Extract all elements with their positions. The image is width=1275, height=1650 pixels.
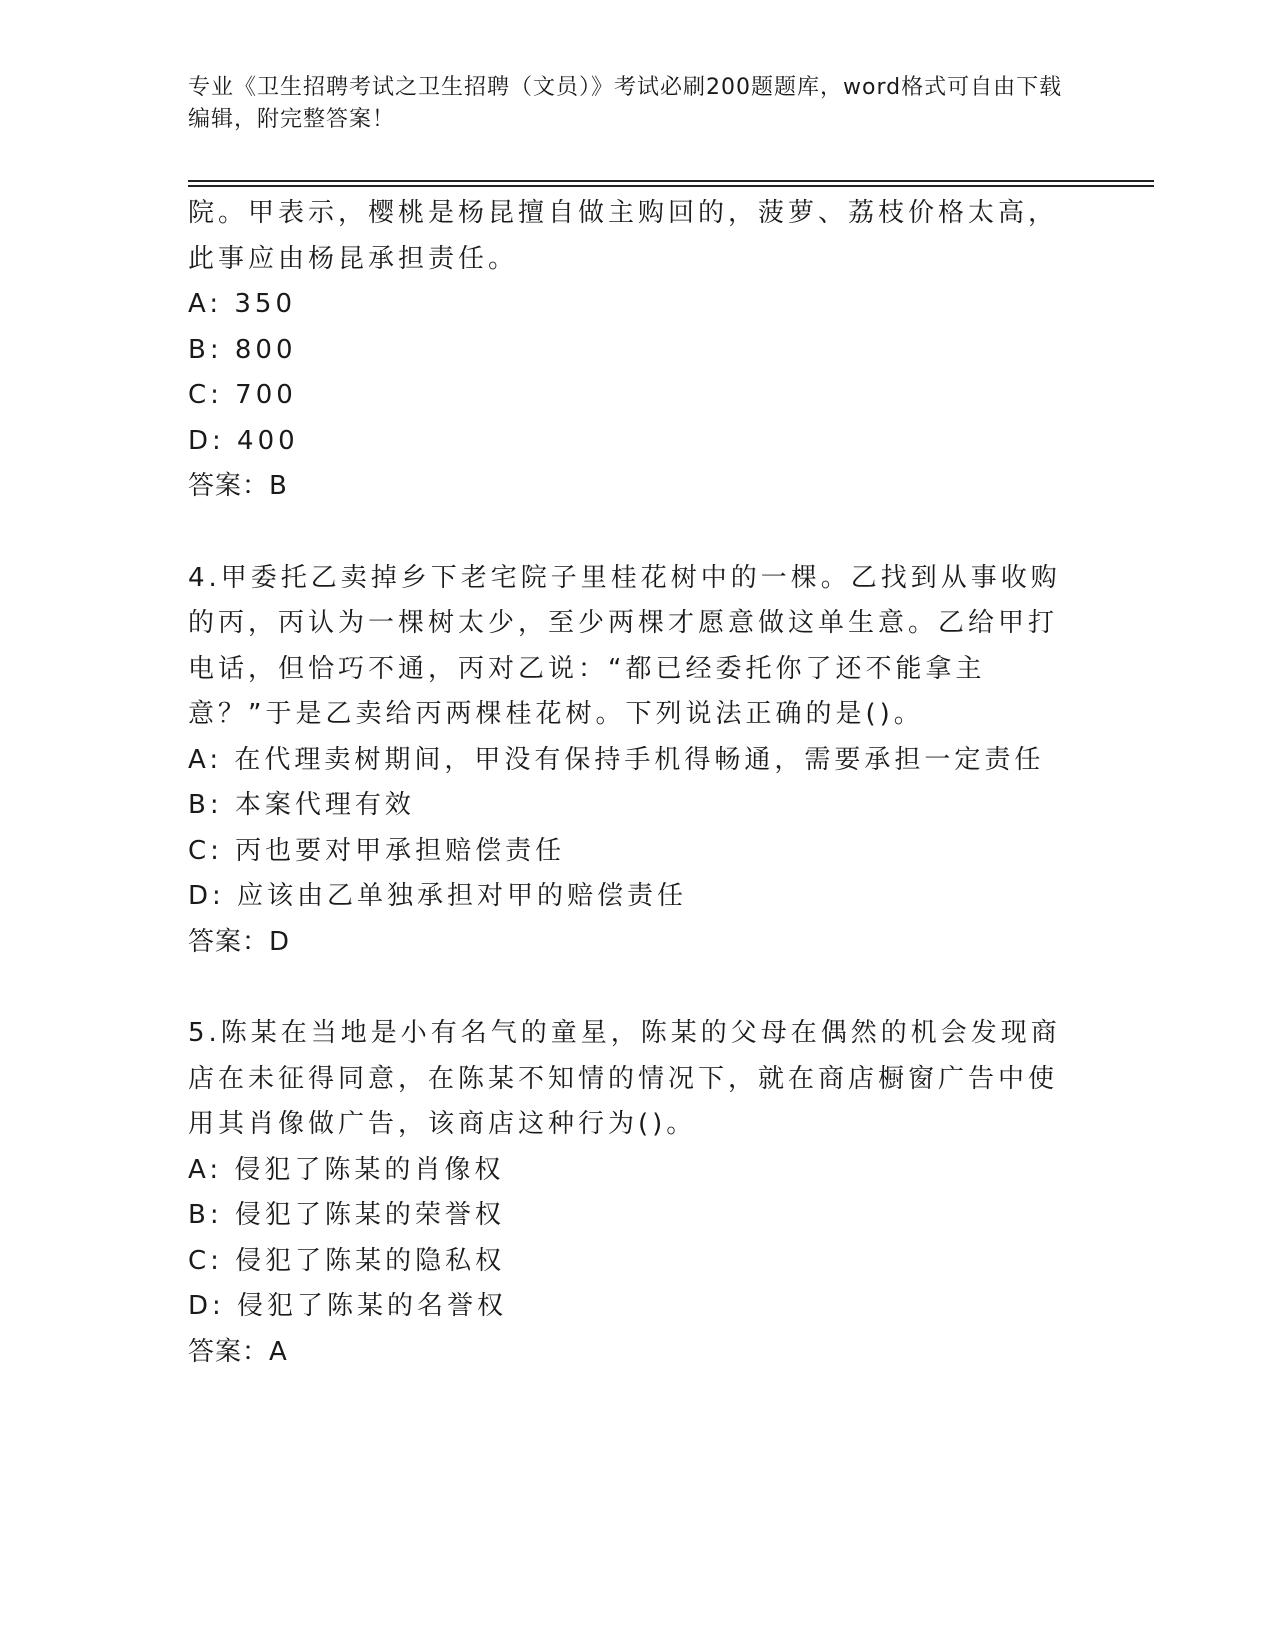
header-rule-bottom xyxy=(188,185,1154,187)
question-4-option-a: A: 在代理卖树期间，甲没有保持手机得畅通，需要承担一定责任 xyxy=(188,744,1045,775)
question-4-option-d: D: 应该由乙单独承担对甲的赔偿责任 xyxy=(188,881,688,911)
question-5-option-d: D: 侵犯了陈某的名誉权 xyxy=(188,1291,508,1321)
question-3-continuation: 院。甲表示，樱桃是杨昆擅自做主购回的，菠萝、荔枝价格太高，此事应由杨昆承担责任。 xyxy=(188,198,1059,274)
question-5 xyxy=(188,1011,1068,1375)
question-3-option-d: D: 400 xyxy=(188,425,299,456)
question-5-option-c: C: 侵犯了陈某的隐私权 xyxy=(188,1245,506,1276)
question-4-stem: 4.甲委托乙卖掉乡下老宅院子里桂花树中的一棵。乙找到从事收购的丙，丙认为一棵树太少，至少两棵才愿意做这单生意。乙给甲打电话，但恰巧不通，丙对乙说：“都已经委托你了还不能拿主意？”于是乙卖给丙两棵桂花树。下列说法正确的是()。 xyxy=(188,562,1061,729)
question-3 xyxy=(188,191,1068,510)
question-4-answer: 答案：D xyxy=(188,926,291,957)
question-4-option-c: C: 丙也要对甲承担赔偿责任 xyxy=(188,835,566,866)
question-3-option-c: C: 700 xyxy=(188,380,297,410)
spacer xyxy=(188,510,1068,556)
spacer xyxy=(188,965,1068,1011)
question-5-option-b: B: 侵犯了陈某的荣誉权 xyxy=(188,1200,505,1230)
question-4 xyxy=(188,556,1068,966)
question-3-option-a: A: 350 xyxy=(188,289,296,319)
question-5-answer: 答案：A xyxy=(188,1336,288,1367)
question-3-option-b: B: 800 xyxy=(188,334,297,365)
question-5-option-a: A: 侵犯了陈某的肖像权 xyxy=(188,1154,505,1185)
question-4-option-b: B: 本案代理有效 xyxy=(188,790,415,820)
page-header: 专业《卫生招聘考试之卫生招聘（文员）》考试必刷200题题库，word格式可自由下载编辑，附完整答案！ xyxy=(188,75,1063,132)
question-content xyxy=(188,191,1068,1375)
header-rule-top xyxy=(188,180,1154,182)
question-5-stem: 5.陈某在当地是小有名气的童星，陈某的父母在偶然的机会发现商店在未征得同意，在陈某不知情的情况下，就在商店橱窗广告中使用其肖像做广告，该商店这种行为()。 xyxy=(188,1018,1061,1139)
question-3-answer: 答案：B xyxy=(188,471,288,501)
